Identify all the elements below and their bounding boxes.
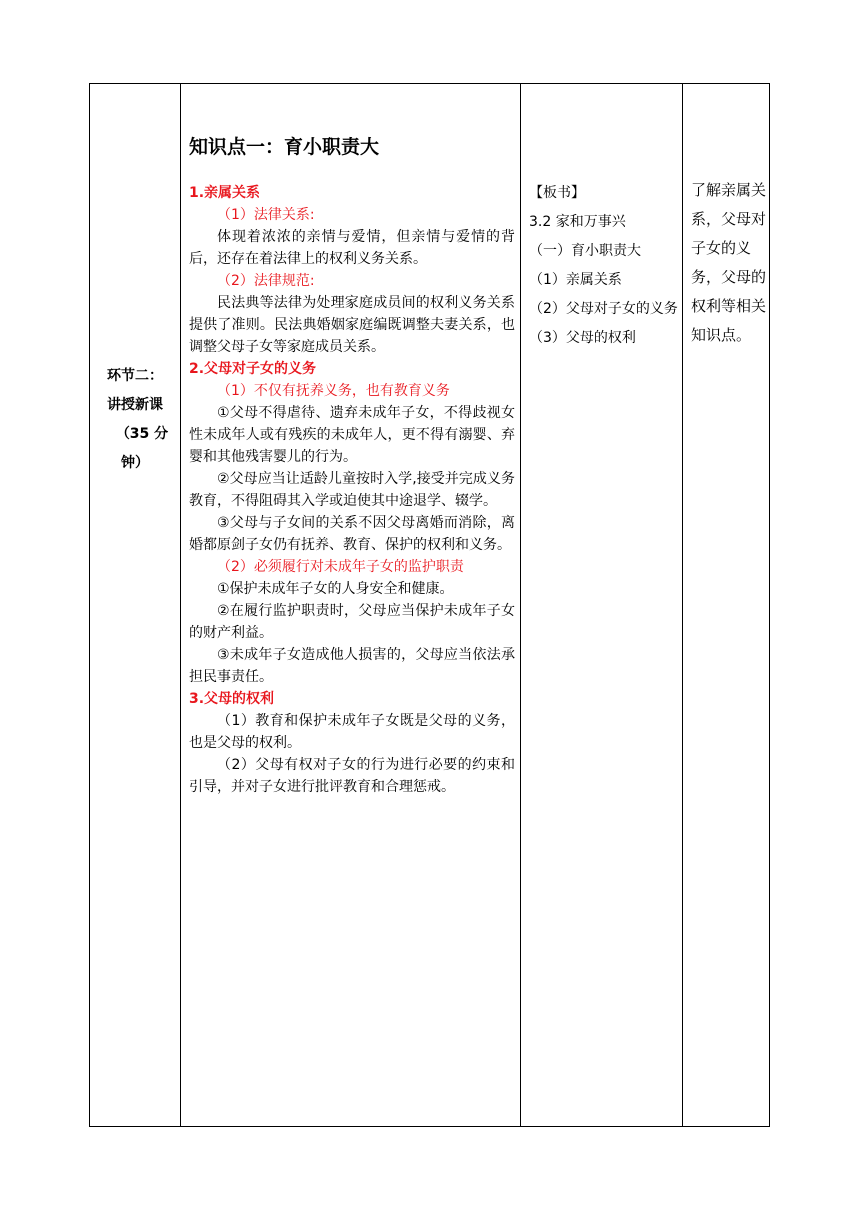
stage-line-4: 钟）: [121, 455, 149, 471]
content-body: [189, 134, 515, 798]
paragraph: ③未成年子女造成他人损害的，父母应当依法承担民事责任。: [189, 647, 515, 685]
stage-column: [90, 84, 180, 1126]
stage-line-2: 讲授新课: [107, 397, 163, 413]
paragraph: 民法典等法律为处理家庭成员间的权利义务关系提供了准则。民法典婚姻家庭编既调整夫妻关系，也调整父母子女等家庭成员关系。: [189, 295, 515, 355]
board-notes: [529, 179, 679, 353]
paragraph: （1）教育和保护未成年子女既是父母的义务， 也是父母的权利。: [189, 713, 515, 751]
stage-line-3: （35 分: [115, 426, 169, 442]
paragraph: ②在履行监护职责时，父母应当保护未成年子女的财产利益。: [189, 603, 515, 641]
board-line: （1）亲属关系: [529, 272, 622, 288]
goal-column: [682, 84, 771, 1126]
paragraph: 体现着浓浓的亲情与爱情，但亲情与爱情的背后，还存在着法律上的权利义务关系。: [189, 229, 515, 267]
board-line: （2）父母对子女的义务: [529, 301, 678, 317]
subheading-raising-duty: （1）不仅有抚养义务，也有教育义务: [217, 383, 450, 399]
paragraph: ②父母应当让适龄儿童按时入学,接受并完成义务教育，不得阻碍其入学或迫使其中途退学、辍学。: [189, 471, 515, 509]
paragraph: （2）父母有权对子女的行为进行必要的约束和引导，并对子女进行批评教育和合理惩戒。: [189, 757, 515, 795]
stage-label: [90, 362, 180, 478]
paragraph: ①保护未成年子女的人身安全和健康。: [217, 581, 454, 597]
board-line: 【板书】: [529, 185, 585, 201]
stage-line-1: 环节二：: [107, 368, 163, 384]
board-line: （3）父母的权利: [529, 330, 636, 346]
board-line: 3.2 家和万事兴: [529, 214, 626, 230]
knowledge-title: 知识点一：育小职责大: [189, 136, 380, 158]
subheading-legal-relation: （1）法律关系:: [217, 207, 315, 223]
subheading-guardianship: （2）必须履行对未成年子女的监护职责: [217, 559, 464, 575]
learning-goal: 了解亲属关系，父母对子女的义务，父母的权利等相关知识点。: [691, 181, 767, 344]
paragraph: ①父母不得虐待、遗弃未成年子女，不得歧视女性未成年人或有残疾的未成年人，更不得有溺婴、弃婴和其他残害婴儿的行为。: [189, 405, 515, 465]
section-heading-3: 3.父母的权利: [189, 691, 275, 707]
section-heading-2: 2.父母对子女的义务: [189, 361, 317, 377]
subheading-legal-norm: （2）法律规范:: [217, 273, 315, 289]
board-line: （一）育小职责大: [529, 243, 641, 259]
section-heading-1: 1.亲属关系: [189, 185, 261, 201]
content-column: [180, 84, 520, 1126]
paragraph: ③父母与子女间的关系不因父母离婚而消除，离婚都原剑子女仍有抚养、教育、保护的权利和义务。: [189, 515, 515, 553]
board-column: [520, 84, 682, 1126]
lesson-table: [89, 83, 770, 1127]
